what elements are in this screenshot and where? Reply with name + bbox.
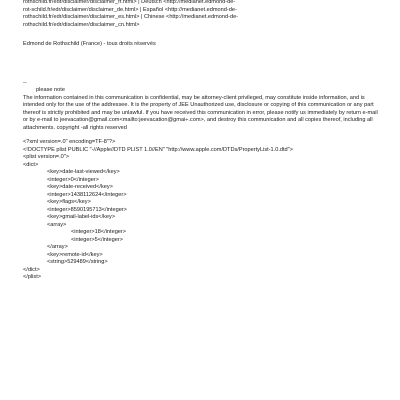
plist-entry: </array> <box>47 244 68 250</box>
plist-doctype: <!DOCTYPE plist PUBLIC "-//Apple//DTD PLIST 1.0//EN" "http://www.apple.com/DTDs/PropertyList-1.0.dtd"> <box>23 146 293 153</box>
plist-entry: <key>flags</key> <box>47 199 91 205</box>
plist-entry: <integer>0</integer> <box>47 176 99 183</box>
disclaimer-links-line-2: rot-schild.fr/edr/disclaimer/disclaimer_de.html> | Español <http://medianet.edmond-de- <box>23 6 237 13</box>
plist-entry: <key>remote-id</key> <box>47 251 103 258</box>
dict-close-tag: </dict> <box>23 266 40 273</box>
plist-entry: <integer>1438112624</integer> <box>47 191 127 198</box>
plist-entry: <string>529489</string> <box>47 259 108 265</box>
copyright-line: Edmond de Rothschild (France) - tous droits réservés <box>23 41 156 47</box>
plist-entry: <key>date-received</key> <box>47 184 113 190</box>
plist-entry: <key>gmail-label-ids</key> <box>47 214 116 220</box>
plist-open-tag: <plist version=.0"> <box>23 154 69 160</box>
disclaimer-links-line-3: rothschild.fr/edr/disclaimer/disclaimer_es.html> | Chinese <http://medianet.edmond-de- <box>23 14 239 20</box>
dict-open-tag: <dict> <box>23 161 39 168</box>
document-page <box>23 0 385 282</box>
plist-entry: <key>date-last-viewed</key> <box>47 169 120 175</box>
signature-separator: -- <box>23 79 27 86</box>
plist-entry: <array> <box>47 221 67 228</box>
plist-entry: <integer>8590195713</integer> <box>47 206 127 213</box>
confidentiality-notice: The information contained in this communication is confidential, may be attorney-client privileged, may constitute inside information, and is intended only for the use of the addressee. It is the property of JEE Unauthorized use, disclosure or copying of this communication or any part thereof is strictly prohibited and may be unlawful. If you have received this communication in error, please notify us immediately by return e-mail or by e-mail to jeevacation@gmail.com<mailto:jeevacation@gmai÷.com>, and destroy this communication and all copies thereof, including all attachments. copyright -all rights reserved <box>23 94 378 131</box>
disclaimer-links-line-1: rothschild.fr/edr/disclaimer/disclaimer_fr.html> | Deutsch <http://medianet.edmond-de- <box>23 0 236 5</box>
disclaimer-links-line-4: rothschild.fr/edr/disclaimer/disclaimer_cn.html> <box>23 21 140 28</box>
plist-close-tag: </plist> <box>23 274 42 280</box>
array-item: <integer>18</integer> <box>71 229 127 235</box>
xml-declaration: <?xml version=.0" encoding=TF-8"?> <box>23 139 116 145</box>
note-label: please note <box>36 87 65 93</box>
array-item: <integer>5</integer> <box>71 236 123 243</box>
